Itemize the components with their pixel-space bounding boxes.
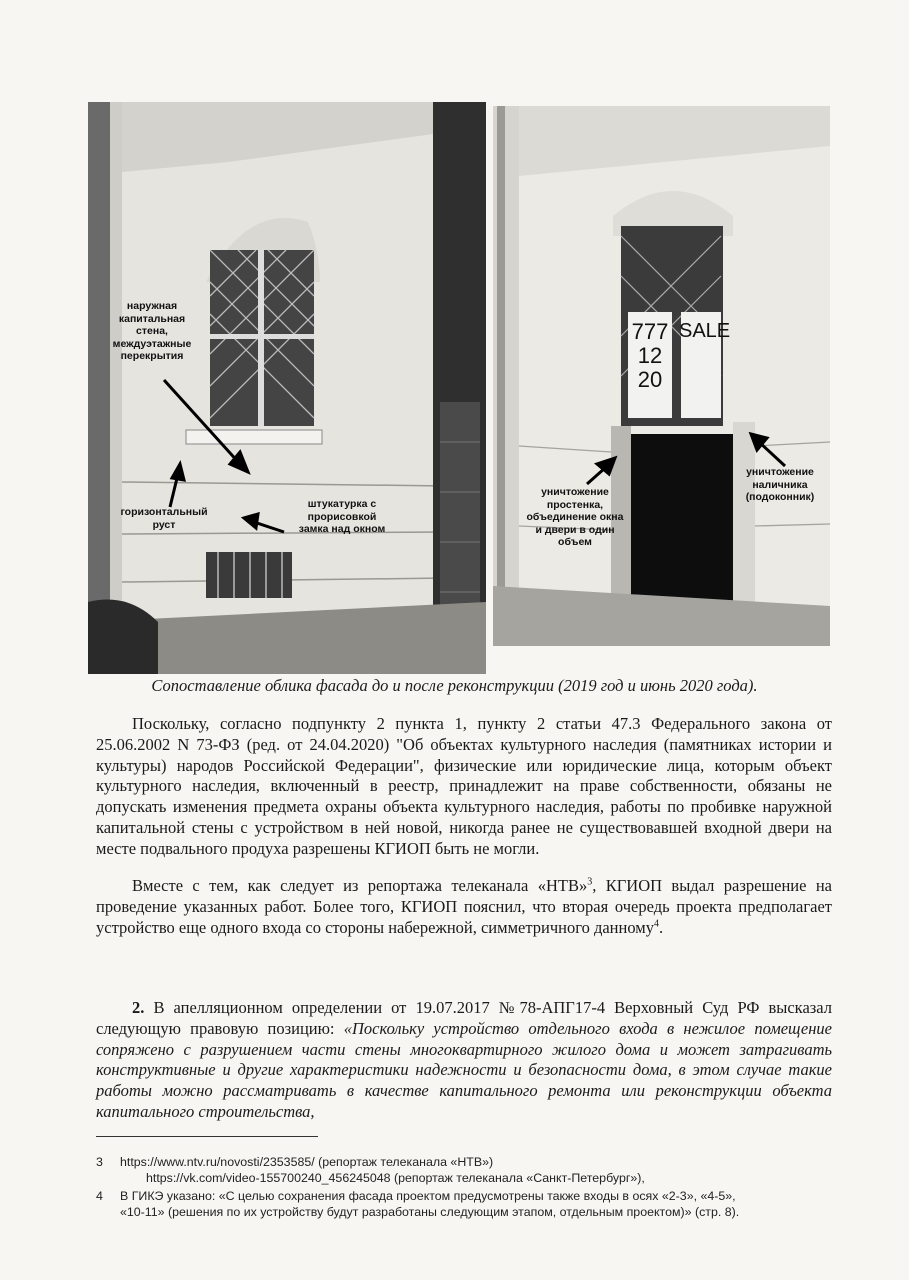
paragraph-3 (96, 998, 832, 1123)
annotation-pier: уничтожение простенка, объединение окна и двери в один объем (526, 486, 624, 548)
footnote-separator (96, 1136, 318, 1137)
sign-sale: SALE (679, 320, 731, 342)
footnote-3-link-ntv[interactable]: https://www.ntv.ru/novosti/2353585/ (репортаж телеканала «НТВ») (120, 1155, 494, 1169)
footnote-4-mark: 4 (96, 1189, 103, 1203)
footnote-ref-3[interactable]: 3 (587, 876, 593, 888)
annotation-wall: наружная капитальная стена, междуэтажные перекрытия (112, 300, 192, 362)
annotation-rust: горизонтальный руст (120, 506, 208, 531)
footnote-4 (96, 1188, 832, 1220)
annotation-plaster: штукатурка с прорисовкой замка над окном (298, 498, 386, 535)
facade-photo-before (88, 102, 486, 674)
facade-before-drawing (88, 102, 486, 674)
paragraph-1 (96, 714, 832, 860)
paragraph-2-text-before: Вместе с тем, как следует из репортажа телеканала «НТВ» (132, 876, 588, 895)
footnote-ref-4[interactable]: 4 (653, 918, 659, 930)
paragraph-2 (96, 876, 832, 938)
sign-phone: 777 12 20 (631, 319, 669, 392)
footnote-3-mark: 3 (96, 1155, 103, 1169)
footnote-3-link-vk[interactable]: https://vk.com/video-155700240_456245048 (репортаж телеканала «Санкт-Петербург»), (146, 1171, 645, 1185)
paragraph-1-text: Поскольку, согласно подпункту 2 пункта 1, пункту 2 статьи 47.3 Федерального закона от 25.06.2002 N 73-ФЗ (ред. от 24.04.2020) "Об объектах культурного наследия (памятниках истории и культуры) народов Российской Федерации", физические или юридические лица, которым объект культурного наследия, включенный в реестр, принадлежит на праве собственности, обязаны не допускать изменения предмета охраны объекта культурного наследия, работы по пробивке наружной капитальной стены с устройством в ней новой, никогда ранее не существовавшей входной двери на месте подвального продуха разрешены КГИОП быть не могли. (96, 714, 832, 858)
paragraph-3-text: В апелляционном определении от 19.07.2017 №78-АПГ17-4 Верховный Суд РФ высказал следующую правовую позицию: (96, 998, 832, 1038)
footnote-4-line-2: «10-11» (решения по их устройству будут разработаны следующим этапом, отдельным проектом)» (стр. 8). (120, 1205, 740, 1219)
paragraph-2-text-after: , КГИОП выдал разрешение на проведение указанных работ. Более того, КГИОП пояснил, что вторая очередь проекта предполагает устройство еще одного входа со стороны набережной, симметричного данному (96, 876, 832, 937)
figure-caption: Сопоставление облика фасада до и после реконструкции (2019 год и июнь 2020 года). (151, 676, 758, 695)
facade-comparison-figure (88, 102, 830, 674)
footnote-4-line-1: В ГИКЭ указано: «С целью сохранения фасада проектом предусмотрены также входы в осях «2-3», «4-5», (120, 1189, 736, 1203)
footnote-3 (96, 1154, 832, 1186)
facade-photo-after (493, 106, 830, 646)
section-number: 2. (132, 998, 145, 1017)
annotation-sill: уничтожение наличника (подоконник) (745, 466, 815, 503)
paragraph-2-text-end: . (658, 917, 664, 937)
paragraph-3-quote: «Поскольку устройство отдельного входа в нежилое помещение сопряжено с разрушением части стены многоквартирного жилого дома и может затрагивать конструктивные и другие характеристики надежности и безопасности дома, в этом случае такие работы можно рассматривать в качестве капитального ремонта или реконструкции объекта капитального строительства, (96, 1018, 832, 1121)
